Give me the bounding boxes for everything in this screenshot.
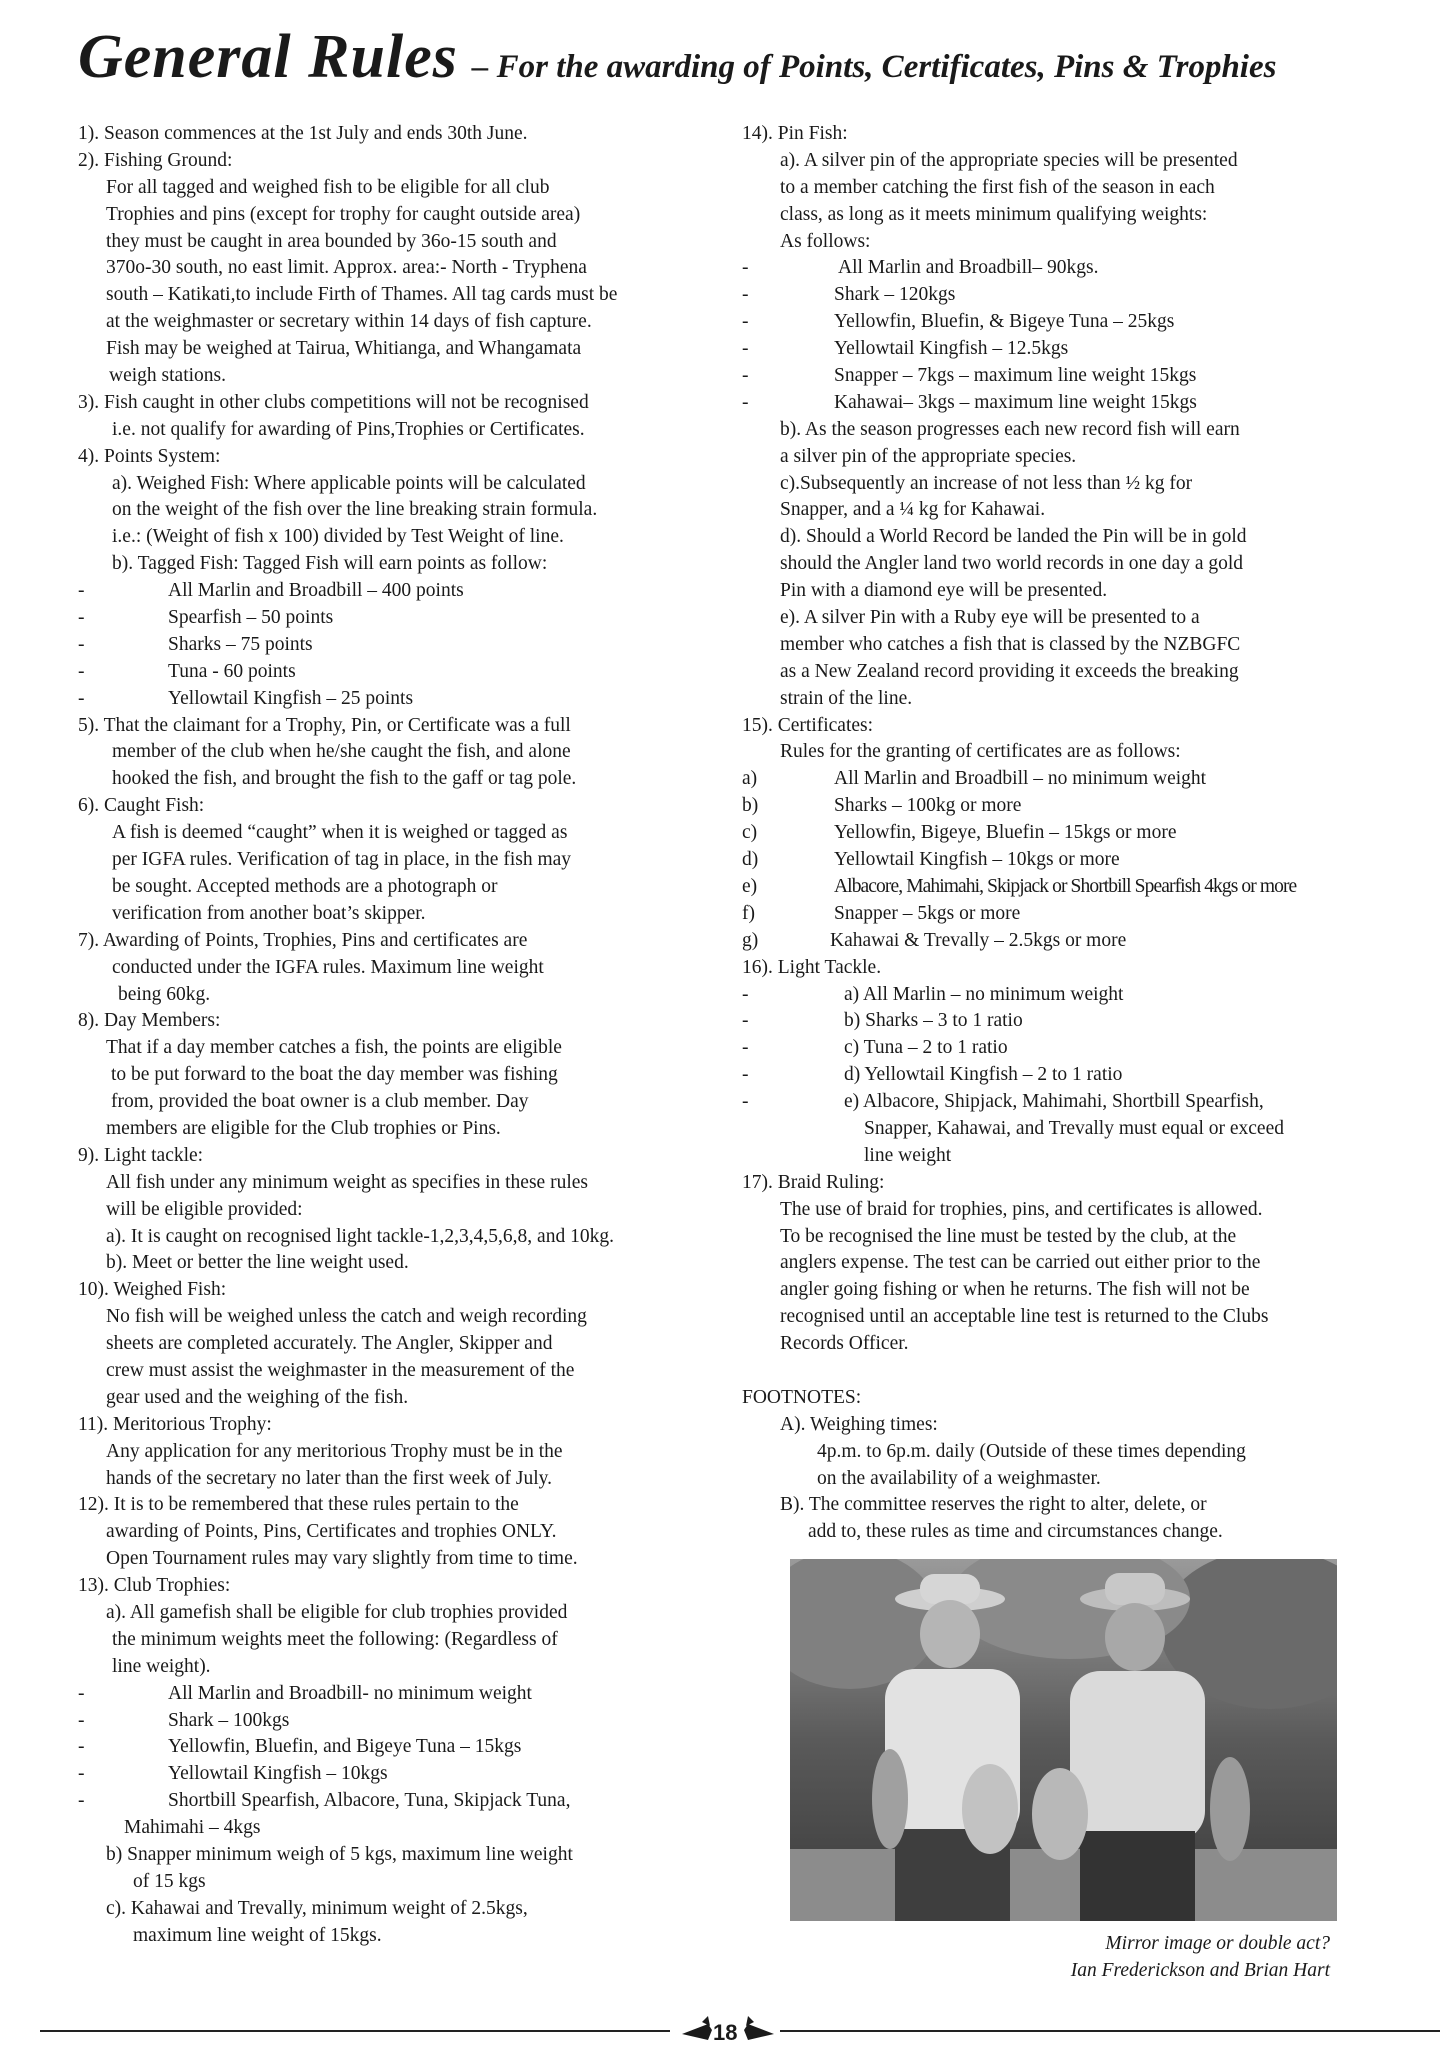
line-text: Sharks – 100kg or more <box>834 795 1022 817</box>
line-text: 6). Caught Fish: <box>78 795 205 817</box>
list-marker: b) <box>742 795 759 817</box>
photo-illustration <box>790 1559 1337 1921</box>
line-text: crew must assist the weighmaster in the measurement of the <box>106 1359 575 1381</box>
list-marker: - <box>742 365 749 387</box>
line-text: Spearfish – 50 points <box>168 607 334 629</box>
text-line <box>78 1116 738 1143</box>
text-line <box>742 874 1402 901</box>
list-marker: - <box>742 257 749 279</box>
line-text: Yellowtail Kingfish – 10kgs <box>168 1763 388 1785</box>
text-line <box>78 1035 738 1062</box>
line-text: 1). Season commences at the 1st July and ends 30th June. <box>78 123 528 144</box>
line-text: c).Subsequently an increase of not less than ½ kg for <box>780 472 1193 494</box>
line-text: 14). Pin Fish: <box>742 123 848 144</box>
line-text: hands of the secretary no later than the first week of July. <box>106 1467 552 1489</box>
list-marker: f) <box>742 902 755 924</box>
text-line <box>78 1331 738 1358</box>
text-line <box>78 417 738 444</box>
line-text: Sharks – 75 points <box>168 633 313 655</box>
line-text: recognised until an acceptable line test is returned to the Clubs <box>780 1306 1269 1328</box>
caption-line-2: Ian Frederickson and Brian Hart <box>1070 1960 1330 1981</box>
text-line <box>78 497 738 524</box>
text-line <box>78 1089 738 1116</box>
line-text: All fish under any minimum weight as specifies in these rules <box>106 1171 588 1193</box>
list-marker: - <box>78 1682 85 1704</box>
text-line <box>78 1842 738 1869</box>
line-text: 7). Awarding of Points, Trophies, Pins and certificates are <box>78 929 528 951</box>
line-text: at the weighmaster or secretary within 14 days of fish capture. <box>106 311 592 333</box>
text-line <box>742 1143 1402 1170</box>
line-text: Snapper – 5kgs or more <box>834 902 1021 924</box>
line-text: d) Yellowtail Kingfish – 2 to 1 ratio <box>844 1064 1123 1086</box>
line-text: a) All Marlin – no minimum weight <box>844 983 1124 1005</box>
list-marker: - <box>78 687 85 709</box>
line-text: 4p.m. to 6p.m. daily (Outside of these times depending <box>817 1440 1246 1462</box>
text-line <box>742 363 1402 390</box>
text-line <box>78 551 738 578</box>
list-marker: - <box>78 1709 85 1731</box>
page-number <box>678 2012 778 2052</box>
text-line <box>78 982 738 1009</box>
text-line <box>78 390 738 417</box>
text-line <box>742 497 1402 524</box>
text-line <box>78 121 738 148</box>
list-marker: - <box>78 1763 85 1785</box>
list-marker: - <box>78 1736 85 1758</box>
list-marker: - <box>742 311 749 333</box>
line-text: 10). Weighed Fish: <box>78 1279 227 1301</box>
text-line <box>78 1385 738 1412</box>
line-text: A fish is deemed “caught” when it is weighed or tagged as <box>112 822 568 844</box>
line-text: The use of braid for trophies, pins, and certificates is allowed. <box>780 1198 1263 1220</box>
text-line <box>742 605 1402 632</box>
text-line <box>78 1600 738 1627</box>
list-marker: g) <box>742 929 759 951</box>
line-text: line weight). <box>112 1655 211 1677</box>
line-text: should the Angler land two world records in one day a gold <box>780 553 1244 575</box>
line-text: 12). It is to be remembered that these rules pertain to the <box>78 1494 519 1516</box>
photo-caption <box>920 1930 1330 1984</box>
line-text: 17). Braid Ruling: <box>742 1171 885 1193</box>
left-column <box>78 121 738 1950</box>
text-line <box>78 1466 738 1493</box>
line-text: 370o-30 south, no east limit. Approx. area:- North - Tryphena <box>106 257 587 279</box>
list-marker: a) <box>742 768 758 790</box>
anglers-photo <box>790 1559 1337 1921</box>
line-text: Yellowtail Kingfish – 10kgs or more <box>834 849 1120 871</box>
text-line <box>78 1197 738 1224</box>
text-line <box>78 1546 738 1573</box>
text-line <box>742 847 1402 874</box>
line-text: c). Kahawai and Trevally, minimum weight of 2.5kgs, <box>106 1897 528 1919</box>
line-text: For all tagged and weighed fish to be eligible for all club <box>106 176 550 198</box>
line-text: as a New Zealand record providing it exceeds the breaking <box>780 660 1239 682</box>
line-text: e) Albacore, Shipjack, Mahimahi, Shortbill Spearfish, <box>844 1091 1264 1113</box>
footer-rule-right <box>780 2030 1440 2032</box>
line-text: Snapper, and a ¼ kg for Kahawai. <box>780 499 1046 521</box>
text-line <box>742 1492 1402 1519</box>
text-line <box>78 1573 738 1600</box>
text-line <box>742 417 1402 444</box>
line-text: they must be caught in area bounded by 36o-15 south and <box>106 230 557 252</box>
text-line <box>742 148 1402 175</box>
line-text: Yellowfin, Bigeye, Bluefin – 15kgs or more <box>834 822 1177 844</box>
text-line <box>742 336 1402 363</box>
line-text: a silver pin of the appropriate species. <box>780 445 1077 467</box>
line-text: 15). Certificates: <box>742 714 874 736</box>
text-line <box>78 1170 738 1197</box>
list-marker: - <box>742 983 749 1005</box>
line-text: member who catches a fish that is classed by the NZBGFC <box>780 633 1241 655</box>
line-text: Rules for the granting of certificates are as follows: <box>780 741 1181 763</box>
text-line <box>742 1439 1402 1466</box>
line-text: 9). Light tackle: <box>78 1144 204 1166</box>
line-text: from, provided the boat owner is a club member. Day <box>111 1091 529 1113</box>
text-line <box>78 229 738 256</box>
text-line <box>742 928 1402 955</box>
line-text: members are eligible for the Club trophies or Pins. <box>106 1117 501 1139</box>
list-marker: e) <box>742 875 758 897</box>
footer-rule-left <box>40 2030 670 2032</box>
line-text: A). Weighing times: <box>780 1413 938 1435</box>
text-line <box>78 1654 738 1681</box>
line-text: b). As the season progresses each new record fish will earn <box>780 418 1240 440</box>
line-text: 5). That the claimant for a Trophy, Pin, or Certificate was a full <box>78 714 571 736</box>
text-line <box>742 390 1402 417</box>
line-text: Fish may be weighed at Tairua, Whitianga, and Whangamata <box>106 338 582 360</box>
text-line <box>742 524 1402 551</box>
text-line <box>78 1439 738 1466</box>
text-line <box>742 901 1402 928</box>
text-line <box>78 1224 738 1251</box>
line-text: be sought. Accepted methods are a photograph or <box>112 875 498 897</box>
text-line <box>78 148 738 175</box>
text-line <box>78 578 738 605</box>
line-text: the minimum weights meet the following: (Regardless of <box>112 1628 558 1650</box>
line-text: Kahawai– 3kgs – maximum line weight 15kgs <box>834 391 1197 413</box>
text-line <box>742 1062 1402 1089</box>
line-text: 13). Club Trophies: <box>78 1575 231 1597</box>
line-text: Yellowtail Kingfish – 25 points <box>168 687 414 709</box>
line-text: All Marlin and Broadbill- no minimum weight <box>168 1682 532 1704</box>
line-text: to be put forward to the boat the day member was fishing <box>111 1064 558 1086</box>
line-text: to a member catching the first fish of the season in each <box>780 176 1215 198</box>
page-title <box>78 22 1378 93</box>
line-text: i.e.: (Weight of fish x 100) divided by Test Weight of line. <box>112 526 564 548</box>
line-text: Mahimahi – 4kgs <box>124 1817 261 1839</box>
text-line <box>78 1815 738 1842</box>
line-text: Yellowtail Kingfish – 12.5kgs <box>834 338 1069 360</box>
line-text: Shortbill Spearfish, Albacore, Tuna, Skipjack Tuna, <box>168 1790 571 1812</box>
line-text: angler going fishing or when he returns. The fish will not be <box>780 1279 1250 1301</box>
line-text: 4). Points System: <box>78 445 221 467</box>
text-line <box>742 739 1402 766</box>
line-text: i.e. not qualify for awarding of Pins,Trophies or Certificates. <box>112 418 585 440</box>
line-text: a). Weighed Fish: Where applicable points will be calculated <box>112 472 586 494</box>
text-line <box>742 1224 1402 1251</box>
list-marker: - <box>78 607 85 629</box>
line-text: Kahawai & Trevally – 2.5kgs or more <box>830 929 1127 951</box>
list-marker: - <box>742 1010 749 1032</box>
list-marker: - <box>78 1790 85 1812</box>
list-marker: - <box>742 284 749 306</box>
text-line <box>742 1304 1402 1331</box>
text-line <box>742 282 1402 309</box>
text-line <box>78 901 738 928</box>
line-text: hooked the fish, and brought the fish to the gaff or tag pole. <box>112 768 577 790</box>
line-text: 16). Light Tackle. <box>742 956 882 978</box>
text-line <box>78 1869 738 1896</box>
text-line <box>742 766 1402 793</box>
list-marker: - <box>742 1037 749 1059</box>
text-line <box>78 847 738 874</box>
line-text: Shark – 120kgs <box>834 284 956 306</box>
line-text: conducted under the IGFA rules. Maximum line weight <box>112 956 544 978</box>
list-marker: - <box>78 633 85 655</box>
text-line <box>742 1385 1402 1412</box>
line-text: All Marlin and Broadbill – no minimum weight <box>834 768 1207 790</box>
line-text: Yellowfin, Bluefin, and Bigeye Tuna – 15kgs <box>168 1736 522 1758</box>
line-text: a). A silver pin of the appropriate species will be presented <box>780 149 1238 171</box>
list-marker: - <box>742 1091 749 1113</box>
text-line <box>78 309 738 336</box>
text-line <box>742 175 1402 202</box>
text-line <box>78 336 738 363</box>
text-line <box>742 713 1402 740</box>
text-line <box>78 659 738 686</box>
text-line <box>78 1062 738 1089</box>
text-line <box>742 1412 1402 1439</box>
line-text: d). Should a World Record be landed the Pin will be in gold <box>780 526 1247 548</box>
line-text: awarding of Points, Pins, Certificates and trophies ONLY. <box>106 1521 557 1543</box>
line-text: Snapper – 7kgs – maximum line weight 15kgs <box>834 365 1197 387</box>
text-line <box>742 1519 1402 1546</box>
line-text: That if a day member catches a fish, the points are eligible <box>106 1037 562 1059</box>
text-line <box>742 1250 1402 1277</box>
line-text: weigh stations. <box>109 365 226 387</box>
title-main: General Rules <box>78 23 458 91</box>
text-line <box>78 1143 738 1170</box>
line-text: Tuna - 60 points <box>168 660 296 682</box>
text-line <box>742 202 1402 229</box>
line-text: verification from another boat’s skipper. <box>112 902 426 924</box>
list-marker: - <box>742 1064 749 1086</box>
text-line <box>78 955 738 982</box>
line-text: All Marlin and Broadbill – 400 points <box>168 580 464 602</box>
line-text: member of the club when he/she caught the fish, and alone <box>112 741 571 763</box>
line-text: sheets are completed accurately. The Angler, Skipper and <box>106 1333 553 1355</box>
line-text: maximum line weight of 15kgs. <box>133 1924 382 1946</box>
line-text: Shark – 100kgs <box>168 1709 290 1731</box>
text-line <box>78 1519 738 1546</box>
line-text: class, as long as it meets minimum qualifying weights: <box>780 203 1208 225</box>
text-line <box>78 928 738 955</box>
line-text: on the weight of the fish over the line breaking strain formula. <box>112 499 598 521</box>
text-line <box>78 524 738 551</box>
text-line <box>78 1788 738 1815</box>
text-line <box>742 1277 1402 1304</box>
text-line <box>742 820 1402 847</box>
text-line <box>78 766 738 793</box>
line-text: B). The committee reserves the right to alter, delete, or <box>780 1494 1207 1516</box>
line-text: of 15 kgs <box>133 1870 206 1892</box>
line-text: Any application for any meritorious Trophy must be in the <box>106 1440 563 1462</box>
text-line <box>742 471 1402 498</box>
text-line <box>78 175 738 202</box>
text-line <box>742 1331 1402 1358</box>
line-text: Yellowfin, Bluefin, & Bigeye Tuna – 25kgs <box>834 311 1175 333</box>
line-text: Albacore, Mahimahi, Skipjack or Shortbill Spearfish 4kgs or more <box>834 875 1297 897</box>
text-line <box>742 1170 1402 1197</box>
line-text: FOOTNOTES: <box>742 1386 862 1408</box>
list-marker: - <box>78 580 85 602</box>
text-line <box>78 793 738 820</box>
text-line <box>78 1250 738 1277</box>
line-text: gear used and the weighing of the fish. <box>106 1386 409 1408</box>
line-text: Pin with a diamond eye will be presented. <box>780 580 1108 602</box>
line-text: being 60kg. <box>118 983 211 1005</box>
text-line <box>78 255 738 282</box>
text-line <box>78 1627 738 1654</box>
line-text: Trophies and pins (except for trophy for caught outside area) <box>106 203 581 225</box>
text-line <box>742 1035 1402 1062</box>
list-marker: - <box>78 660 85 682</box>
line-text: No fish will be weighed unless the catch and weigh recording <box>106 1306 587 1328</box>
text-line <box>78 1681 738 1708</box>
line-text: Records Officer. <box>780 1333 909 1355</box>
text-line <box>78 471 738 498</box>
text-line <box>78 444 738 471</box>
text-line <box>742 1089 1402 1116</box>
list-marker: d) <box>742 849 759 871</box>
text-line <box>78 1412 738 1439</box>
line-text: a). All gamefish shall be eligible for club trophies provided <box>106 1601 568 1623</box>
text-line <box>78 202 738 229</box>
text-line <box>78 605 738 632</box>
line-text: strain of the line. <box>780 687 913 709</box>
text-line <box>742 551 1402 578</box>
text-line <box>78 713 738 740</box>
text-line <box>742 686 1402 713</box>
text-line <box>78 1492 738 1519</box>
page-number-text: 18 <box>713 2020 738 2045</box>
line-text: b). Tagged Fish: Tagged Fish will earn points as follow: <box>112 553 548 575</box>
list-marker: - <box>742 338 749 360</box>
text-line <box>742 982 1402 1009</box>
text-line <box>742 659 1402 686</box>
line-text: south – Katikati,to include Firth of Thames. All tag cards must be <box>106 284 618 306</box>
text-line <box>78 1358 738 1385</box>
line-text: per IGFA rules. Verification of tag in place, in the fish may <box>112 849 572 871</box>
line-text: c) Tuna – 2 to 1 ratio <box>844 1037 1008 1059</box>
line-text: line weight <box>864 1144 952 1166</box>
text-line <box>78 1008 738 1035</box>
caption-line-1: Mirror image or double act? <box>1105 1933 1330 1954</box>
text-line <box>742 121 1402 148</box>
line-text: To be recognised the line must be tested by the club, at the <box>780 1225 1237 1247</box>
text-line <box>78 1708 738 1735</box>
line-text: 3). Fish caught in other clubs competitions will not be recognised <box>78 391 589 413</box>
line-text: As follows: <box>780 230 871 252</box>
right-column <box>742 121 1402 1546</box>
line-text: will be eligible provided: <box>106 1198 303 1220</box>
line-text: anglers expense. The test can be carried out either prior to the <box>780 1252 1261 1274</box>
line-text: Open Tournament rules may vary slightly from time to time. <box>106 1548 578 1570</box>
text-line <box>742 1197 1402 1224</box>
text-line <box>742 229 1402 256</box>
line-text: a). It is caught on recognised light tackle-1,2,3,4,5,6,8, and 10kg. <box>106 1225 614 1247</box>
text-line <box>742 578 1402 605</box>
line-text: 2). Fishing Ground: <box>78 149 233 171</box>
text-line <box>78 1896 738 1923</box>
line-text: e). A silver Pin with a Ruby eye will be presented to a <box>780 607 1200 629</box>
line-text: All Marlin and Broadbill– 90kgs. <box>838 257 1099 279</box>
text-line <box>78 1734 738 1761</box>
line-text: on the availability of a weighmaster. <box>817 1467 1101 1489</box>
text-line <box>78 1277 738 1304</box>
text-line <box>78 686 738 713</box>
text-line <box>78 363 738 390</box>
text-line <box>742 444 1402 471</box>
line-text: Snapper, Kahawai, and Trevally must equal or exceed <box>864 1117 1284 1139</box>
text-line <box>78 820 738 847</box>
line-text: 11). Meritorious Trophy: <box>78 1413 272 1435</box>
text-line <box>742 793 1402 820</box>
text-line <box>742 632 1402 659</box>
text-line <box>742 955 1402 982</box>
text-line <box>78 1761 738 1788</box>
line-text: b) Snapper minimum weigh of 5 kgs, maximum line weight <box>106 1844 573 1865</box>
title-subtitle: – For the awarding of Points, Certificates, Pins & Trophies <box>471 49 1277 85</box>
text-line <box>742 255 1402 282</box>
list-marker: - <box>742 391 749 413</box>
line-text: add to, these rules as time and circumstances change. <box>808 1521 1223 1543</box>
text-line <box>78 282 738 309</box>
text-line <box>742 1466 1402 1493</box>
text-line <box>742 1008 1402 1035</box>
line-text: 8). Day Members: <box>78 1010 221 1032</box>
text-line <box>78 739 738 766</box>
text-line <box>742 1116 1402 1143</box>
text-line <box>742 309 1402 336</box>
text-line <box>78 632 738 659</box>
text-line <box>78 1923 738 1950</box>
line-text: b) Sharks – 3 to 1 ratio <box>844 1010 1023 1032</box>
text-line <box>78 1304 738 1331</box>
text-line <box>78 874 738 901</box>
line-text: b). Meet or better the line weight used. <box>106 1252 409 1274</box>
list-marker: c) <box>742 822 758 844</box>
